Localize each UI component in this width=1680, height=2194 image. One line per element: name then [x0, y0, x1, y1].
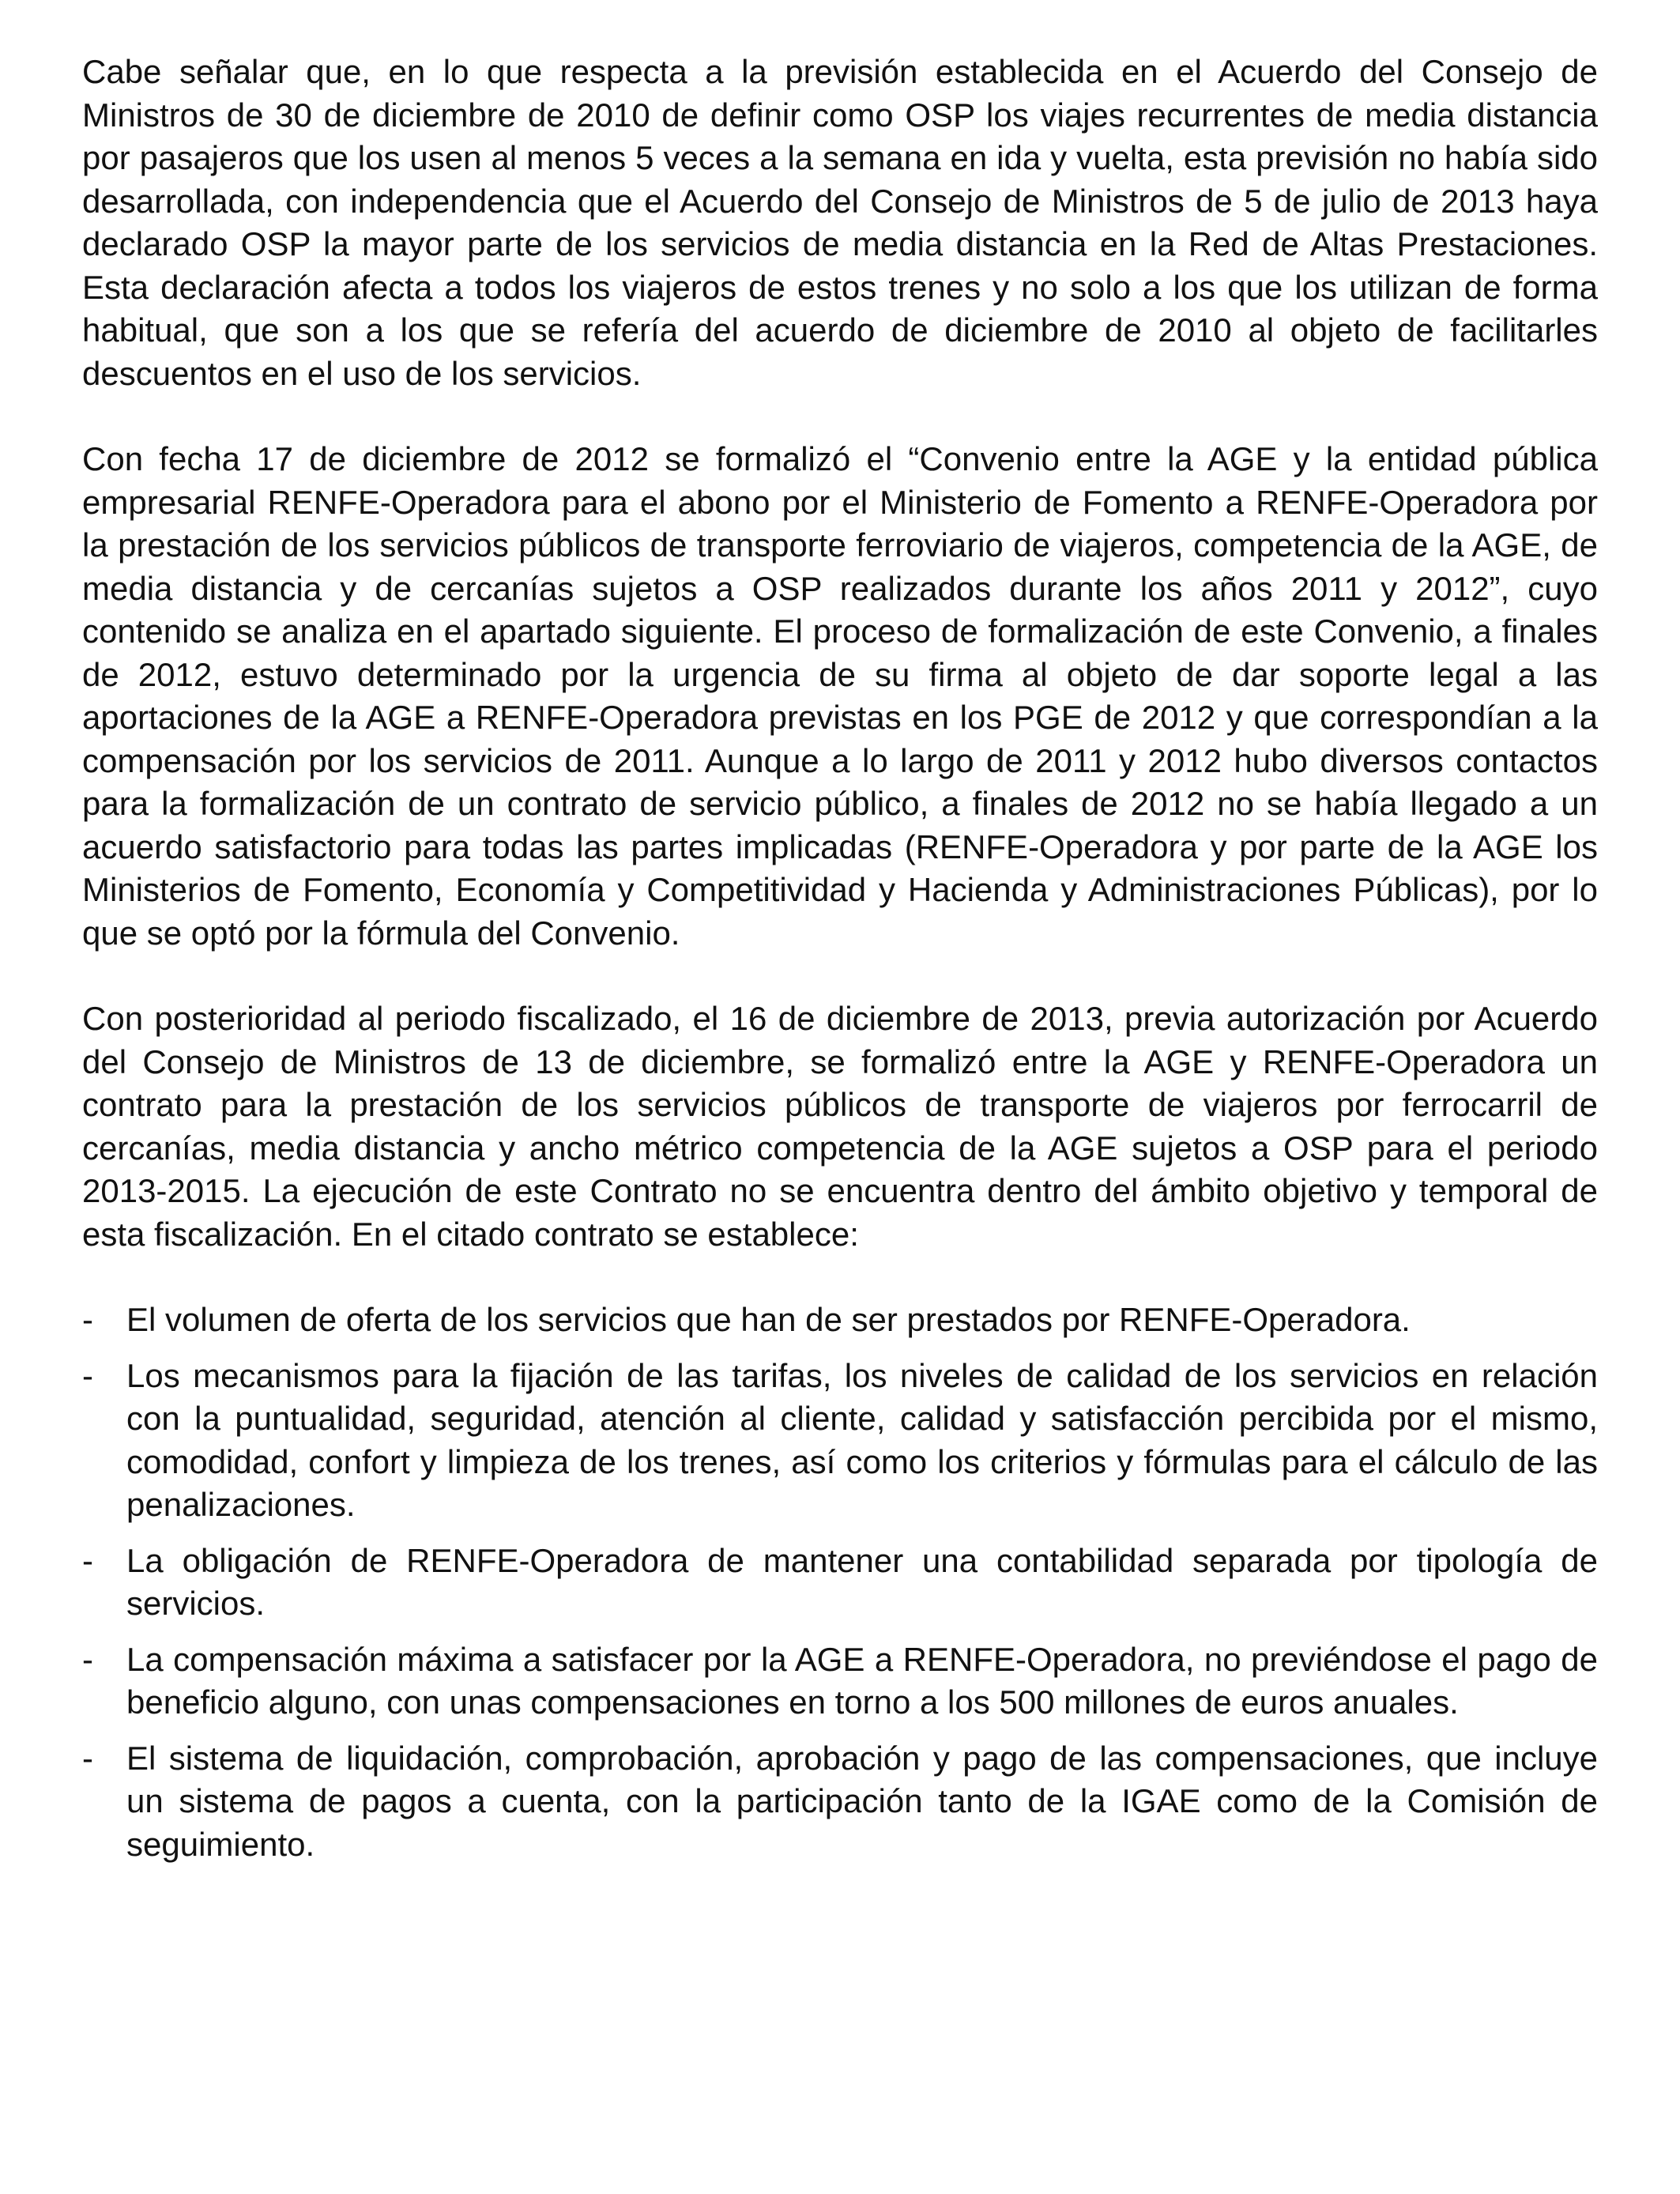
list-item-text: La compensación máxima a satisfacer por la AGE a RENFE-Operadora, no previéndose el pago de beneficio alguno, con unas compensaciones en torno a los 500 millones de euros anuales.: [126, 1640, 1598, 1721]
bullet-dash: -: [82, 1541, 93, 1579]
list-item: [82, 1299, 1598, 1342]
bullet-dash: -: [82, 1301, 93, 1338]
list-item-text: El volumen de oferta de los servicios que han de ser prestados por RENFE-Operadora.: [126, 1301, 1411, 1338]
paragraph-acuerdo-consejo: Cabe señalar que, en lo que respecta a la previsión establecida en el Acuerdo del Consejo de Ministros de 30 de diciembre de 2010 de definir como OSP los viajes recurrentes de media distancia por pasajeros que los usen al menos 5 veces a la semana en ida y vuelta, esta previsión no había sido desarrollada, con independencia que el Acuerdo del Consejo de Ministros de 5 de julio de 2013 haya declarado OSP la mayor parte de los servicios de media distancia en la Red de Altas Prestaciones. Esta declaración afecta a todos los viajeros de estos trenes y no solo a los que los utilizan de forma habitual, que son a los que se refería del acuerdo de diciembre de 2010 al objeto de facilitarles descuentos en el uso de los servicios.: [82, 53, 1598, 392]
list-item: [82, 1638, 1598, 1725]
list-item: [82, 1540, 1598, 1626]
list-item: [82, 1355, 1598, 1527]
bullet-dash: -: [82, 1356, 93, 1394]
list-item-text: El sistema de liquidación, comprobación, aprobación y pago de las compensaciones, que incluye un sistema de pagos a cuenta, con la participación tanto de la IGAE como de la Comisión de seguimiento.: [126, 1739, 1598, 1863]
paragraph-contrato-2013: Con posterioridad al periodo fiscalizado, el 16 de diciembre de 2013, previa autorización por Acuerdo del Consejo de Ministros de 13 de diciembre, se formalizó entre la AGE y RENFE-Operadora un contrato para la prestación de los servicios públicos de transporte de viajeros por ferrocarril de cercanías, media distancia y ancho métrico competencia de la AGE sujetos a OSP para el periodo 2013-2015. La ejecución de este Contrato no se encuentra dentro del ámbito objetivo y temporal de esta fiscalización. En el citado contrato se establece:: [82, 1000, 1598, 1253]
paragraph-convenio-2012: Con fecha 17 de diciembre de 2012 se formalizó el “Convenio entre la AGE y la entidad pública empresarial RENFE-Operadora para el abono por el Ministerio de Fomento a RENFE-Operadora por la prestación de los servicios públicos de transporte ferroviario de viajeros, competencia de la AGE, de media distancia y de cercanías sujetos a OSP realizados durante los años 2011 y 2012”, cuyo contenido se analiza en el apartado siguiente. El proceso de formalización de este Convenio, a finales de 2012, estuvo determinado por la urgencia de su firma al objeto de dar soporte legal a las aportaciones de la AGE a RENFE-Operadora previstas en los PGE de 2012 y que correspondían a la compensación por los servicios de 2011. Aunque a lo largo de 2011 y 2012 hubo diversos contactos para la formalización de un contrato de servicio público, a finales de 2012 no se había llegado a un acuerdo satisfactorio para todas las partes implicadas (RENFE-Operadora y por parte de la AGE los Ministerios de Fomento, Economía y Competitividad y Hacienda y Administraciones Públicas), por lo que se optó por la fórmula del Convenio.: [82, 440, 1598, 952]
contract-provisions-list: [82, 1299, 1598, 1866]
list-item: [82, 1737, 1598, 1867]
list-item-text: La obligación de RENFE-Operadora de mantener una contabilidad separada por tipología de servicios.: [126, 1541, 1598, 1622]
list-item-text: Los mecanismos para la fijación de las tarifas, los niveles de calidad de los servicios en relación con la puntualidad, seguridad, atención al cliente, calidad y satisfacción percibida por el mismo, comodidad, confort y limpieza de los trenes, así como los criterios y fórmulas para el cálculo de las penalizaciones.: [126, 1356, 1598, 1523]
bullet-dash: -: [82, 1640, 93, 1678]
document-page: [82, 51, 1598, 1879]
bullet-dash: -: [82, 1739, 93, 1777]
